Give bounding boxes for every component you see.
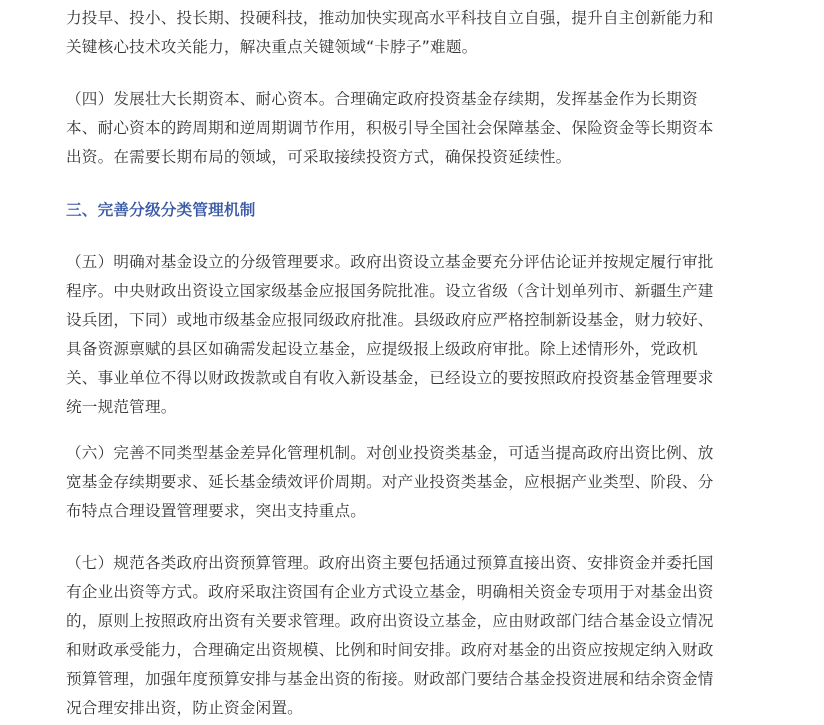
paragraph-line: （五）明确对基金设立的分级管理要求。政府出资设立基金要充分评估论证并按规定履行审批 <box>66 253 714 271</box>
paragraph-section-4 <box>66 85 760 172</box>
paragraph-line: 宽基金存续期要求、延长基金绩效评价周期。对产业投资类基金，应根据产业类型、阶段、分 <box>66 473 714 491</box>
paragraph-section-7 <box>66 549 760 723</box>
paragraph-line: 本、耐心资本的跨周期和逆周期调节作用，积极引导全国社会保障基金、保险资金等长期资本 <box>66 119 714 137</box>
section-heading: 三、完善分级分类管理机制 <box>66 201 256 219</box>
paragraph-line: 力投早、投小、投长期、投硬科技，推动加快实现高水平科技自立自强，提升自主创新能力和 <box>66 9 714 27</box>
paragraph-section-5 <box>66 248 760 422</box>
paragraph-line: （四）发展壮大长期资本、耐心资本。合理确定政府投资基金存续期，发挥基金作为长期资 <box>66 90 698 108</box>
paragraph-line: 的，原则上按照政府出资有关要求管理。政府出资设立基金，应由财政部门结合基金设立情况 <box>66 612 714 630</box>
paragraph-line: 布特点合理设置管理要求，突出支持重点。 <box>66 502 367 520</box>
paragraph-line: 具备资源禀赋的县区如确需发起设立基金，应提级报上级政府审批。除上述情形外，党政机 <box>66 340 698 358</box>
paragraph-line: 预算管理，加强年度预算安排与基金出资的衔接。财政部门要结合基金投资进展和结余资金情 <box>66 670 714 688</box>
paragraph-line: （六）完善不同类型基金差异化管理机制。对创业投资类基金，可适当提高政府出资比例、放 <box>66 444 714 462</box>
paragraph-line: 关、事业单位不得以财政拨款或自有收入新设基金，已经设立的要按照政府投资基金管理要求 <box>66 369 714 387</box>
paragraph-line: 出资。在需要长期布局的领域，可采取接续投资方式，确保投资延续性。 <box>66 148 572 166</box>
paragraph-line: 有企业出资等方式。政府采取注资国有企业方式设立基金，明确相关资金专项用于对基金出资 <box>66 583 714 601</box>
paragraph-line: 设兵团，下同）或地市级基金应报同级政府批准。县级政府应严格控制新设基金，财力较好、 <box>66 311 714 329</box>
paragraph-line: 和财政承受能力，合理确定出资规模、比例和时间安排。政府对基金的出资应按规定纳入财政 <box>66 641 714 659</box>
paragraph-line: 统一规范管理。 <box>66 398 177 416</box>
paragraph-line: 关键核心技术攻关能力，解决重点关键领域“卡脖子”难题。 <box>66 38 478 56</box>
paragraph-tech-investment <box>66 4 760 62</box>
paragraph-line: 况合理安排出资，防止资金闲置。 <box>66 699 303 717</box>
paragraph-section-6 <box>66 439 760 526</box>
paragraph-line: （七）规范各类政府出资预算管理。政府出资主要包括通过预算直接出资、安排资金并委托国 <box>66 554 714 572</box>
paragraph-line: 程序。中央财政出资设立国家级基金应报国务院批准。设立省级（含计划单列市、新疆生产建 <box>66 282 714 300</box>
